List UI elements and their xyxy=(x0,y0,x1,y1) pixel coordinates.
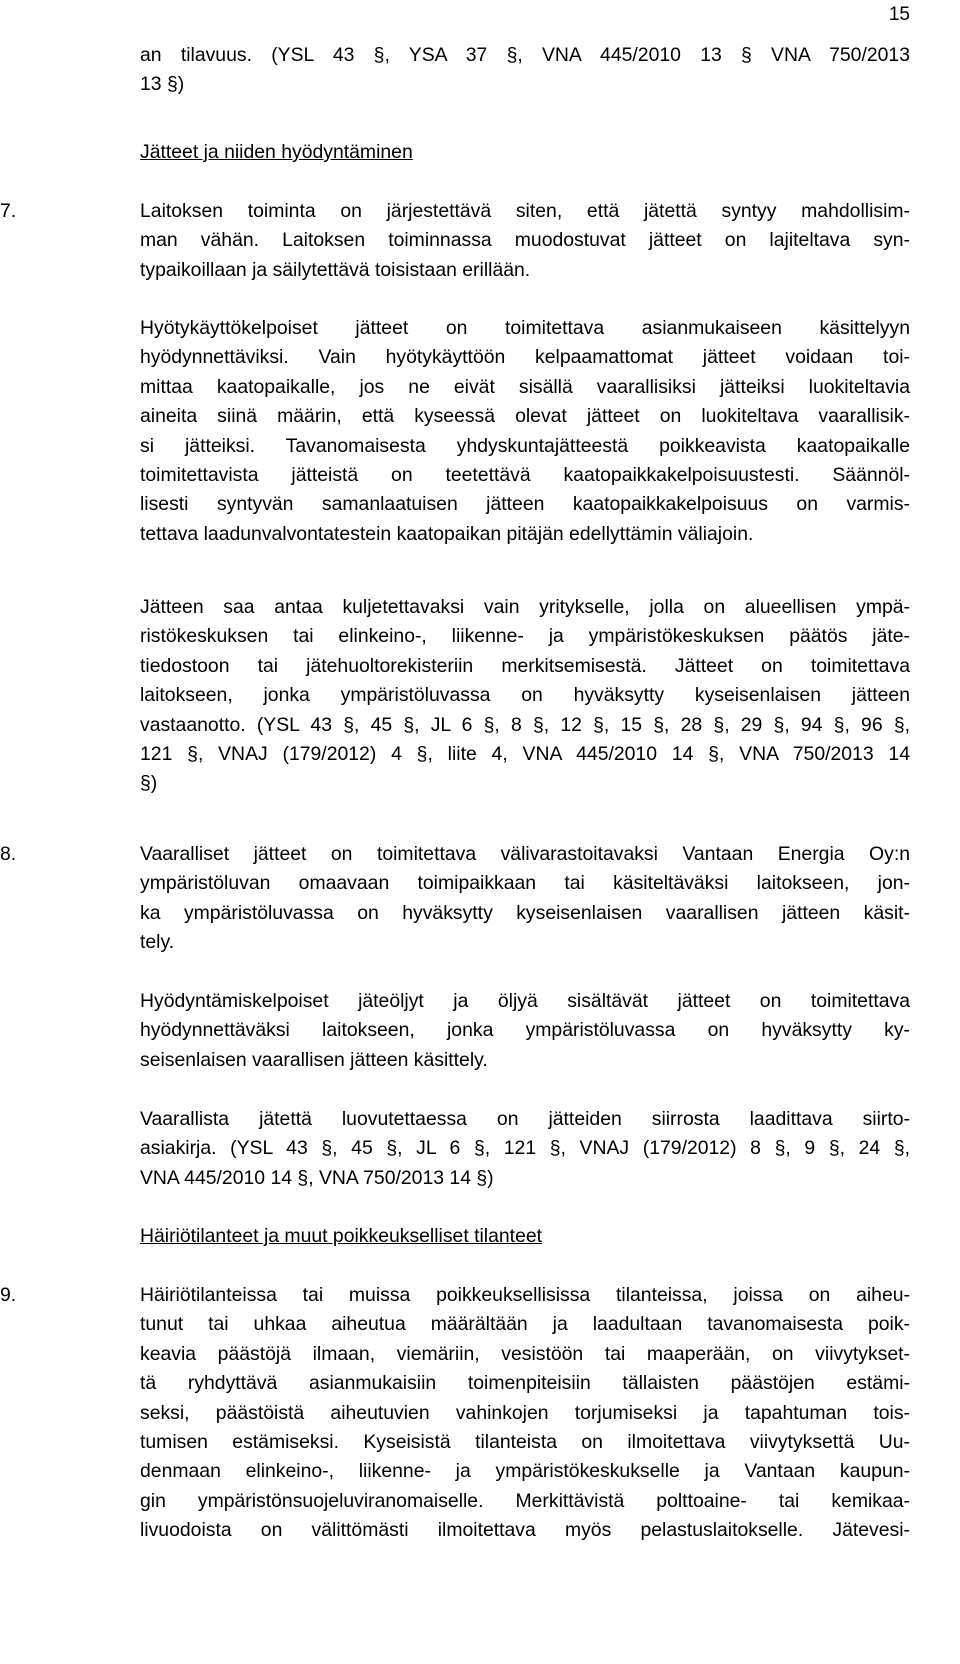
text-line: §) xyxy=(140,772,158,795)
item-number-8: 8. xyxy=(0,843,17,865)
text-line: man vähän. Laitoksen toiminnassa muodostuvat jätteet on lajiteltava syn- xyxy=(140,229,910,252)
text-line: lisesti syntyvän samanlaatuisen jätteen kaatopaikkakelpoisuus on varmis- xyxy=(140,493,910,516)
text-line: tettava laadunvalvontatestein kaatopaikan pitäjän edellyttämin väliajoin. xyxy=(140,522,754,545)
item8-paragraph-2 xyxy=(140,987,910,1075)
text-line: ka ympäristöluvassa on hyväksytty kyseisenlaisen vaarallisen jätteen käsit- xyxy=(140,901,910,924)
text-line: hyödynnettäväksi laitokseen, jonka ympäristöluvassa on hyväksytty ky- xyxy=(140,1019,910,1042)
text-line: hyödynnettäviksi. Vain hyötykäyttöön kelpaamattomat jätteet voidaan toi- xyxy=(140,346,910,369)
item-number-9: 9. xyxy=(0,1284,17,1306)
item7-paragraph-1 xyxy=(140,197,910,285)
text-line: asiakirja. (YSL 43 §, 45 §, JL 6 §, 121 §, VNAJ (179/2012) 8 §, 9 §, 24 §, xyxy=(140,1137,910,1160)
text-line: gin ympäristönsuojeluviranomaiselle. Merkittävistä polttoaine- tai kemikaa- xyxy=(140,1489,910,1512)
text-line: Jätteen saa antaa kuljetettavaksi vain yritykselle, jolla on alueellisen ympä- xyxy=(140,596,910,618)
text-line: denmaan elinkeino-, liikenne- ja ympäristökeskukselle ja Vantaan kaupun- xyxy=(140,1460,910,1483)
item7-paragraph-3 xyxy=(140,593,910,799)
text-line: laitokseen, jonka ympäristöluvassa on hyväksytty kyseisenlaisen jätteen xyxy=(140,684,910,707)
item-number-7: 7. xyxy=(0,200,17,222)
item7-paragraph-2 xyxy=(140,314,910,549)
text-line: vastaanotto. (YSL 43 §, 45 §, JL 6 §, 8 §, 12 §, 15 §, 28 §, 29 §, 94 §, 96 §, xyxy=(140,713,910,736)
text-line: mittaa kaatopaikalle, jos ne eivät sisällä vaarallisiksi jätteiksi luokiteltavia xyxy=(140,375,910,398)
text-line: seisenlaisen vaarallisen jätteen käsittely. xyxy=(140,1048,488,1071)
text-line: Häiriötilanteissa tai muissa poikkeuksellisissa tilanteissa, joissa on aiheu- xyxy=(140,1284,910,1306)
text-line: Laitoksen toiminta on järjestettävä siten, että jätettä syntyy mahdollisim- xyxy=(140,200,910,222)
text-line: VNA 445/2010 14 §, VNA 750/2013 14 §) xyxy=(140,1166,494,1189)
item9-paragraph-1 xyxy=(140,1281,910,1546)
text-line: si jätteiksi. Tavanomaisesta yhdyskuntajätteestä poikkeavista kaatopaikalle xyxy=(140,434,910,457)
text-line: Vaarallista jätettä luovutettaessa on jätteiden siirrosta laadittava siirto- xyxy=(140,1108,910,1130)
text-line: seksi, päästöistä aiheutuvien vahinkojen torjumiseksi ja tapahtuman tois- xyxy=(140,1401,910,1424)
text-line: keavia päästöjä ilmaan, viemäriin, vesistöön tai maaperään, on viivytykset- xyxy=(140,1342,910,1365)
page-number: 15 xyxy=(888,4,910,25)
item8-paragraph-1 xyxy=(140,840,910,958)
text-line: typaikoillaan ja säilytettävä toisistaan erillään. xyxy=(140,258,531,281)
text-line: 13 §) xyxy=(140,73,185,96)
text-line: tunut tai uhkaa aiheutua määrältään ja laadultaan tavanomaisesta poik- xyxy=(140,1313,910,1336)
text-line: tiedostoon tai jätehuoltorekisteriin merkitsemisestä. Jätteet on toimitettava xyxy=(140,654,910,677)
text-line: toimitettavista jätteistä on teetettävä kaatopaikkakelpoisuustesti. Säännöl- xyxy=(140,464,910,487)
text-line: aineita siinä määrin, että kyseessä olevat jätteet on luokiteltava vaarallisik- xyxy=(140,405,910,428)
text-line: tä ryhdyttävä asianmukaisiin toimenpiteisiin tällaisten päästöjen estämi- xyxy=(140,1372,910,1395)
text-line: Hyötykäyttökelpoiset jätteet on toimitettava asianmukaiseen käsittelyyn xyxy=(140,317,910,339)
text-line: Vaaralliset jätteet on toimitettava välivarastoitavaksi Vantaan Energia Oy:n xyxy=(140,843,910,865)
text-line: 121 §, VNAJ (179/2012) 4 §, liite 4, VNA 445/2010 14 §, VNA 750/2013 14 xyxy=(140,743,910,766)
section-heading-waste: Jätteet ja niiden hyödyntäminen xyxy=(140,141,413,163)
text-line: tely. xyxy=(140,931,175,954)
text-line: ympäristöluvan omaavaan toimipaikkaan tai käsiteltäväksi laitokseen, jon- xyxy=(140,872,910,895)
section-heading-disturbance: Häiriötilanteet ja muut poikkeukselliset tilanteet xyxy=(140,1225,543,1247)
intro-paragraph xyxy=(140,41,910,100)
text-line: ristökeskuksen tai elinkeino-, liikenne- ja ympäristökeskuksen päätös jäte- xyxy=(140,625,910,648)
text-line: tumisen estämiseksi. Kyseisistä tilanteista on ilmoitettava viivytyksettä Uu- xyxy=(140,1431,910,1454)
text-line: Hyödyntämiskelpoiset jäteöljyt ja öljyä sisältävät jätteet on toimitettava xyxy=(140,990,910,1012)
item8-paragraph-3 xyxy=(140,1105,910,1193)
text-line: livuodoista on välittömästi ilmoitettava myös pelastuslaitokselle. Jätevesi- xyxy=(140,1519,910,1542)
text-line: an tilavuus. (YSL 43 §, YSA 37 §, VNA 445/2010 13 § VNA 750/2013 xyxy=(140,44,910,66)
